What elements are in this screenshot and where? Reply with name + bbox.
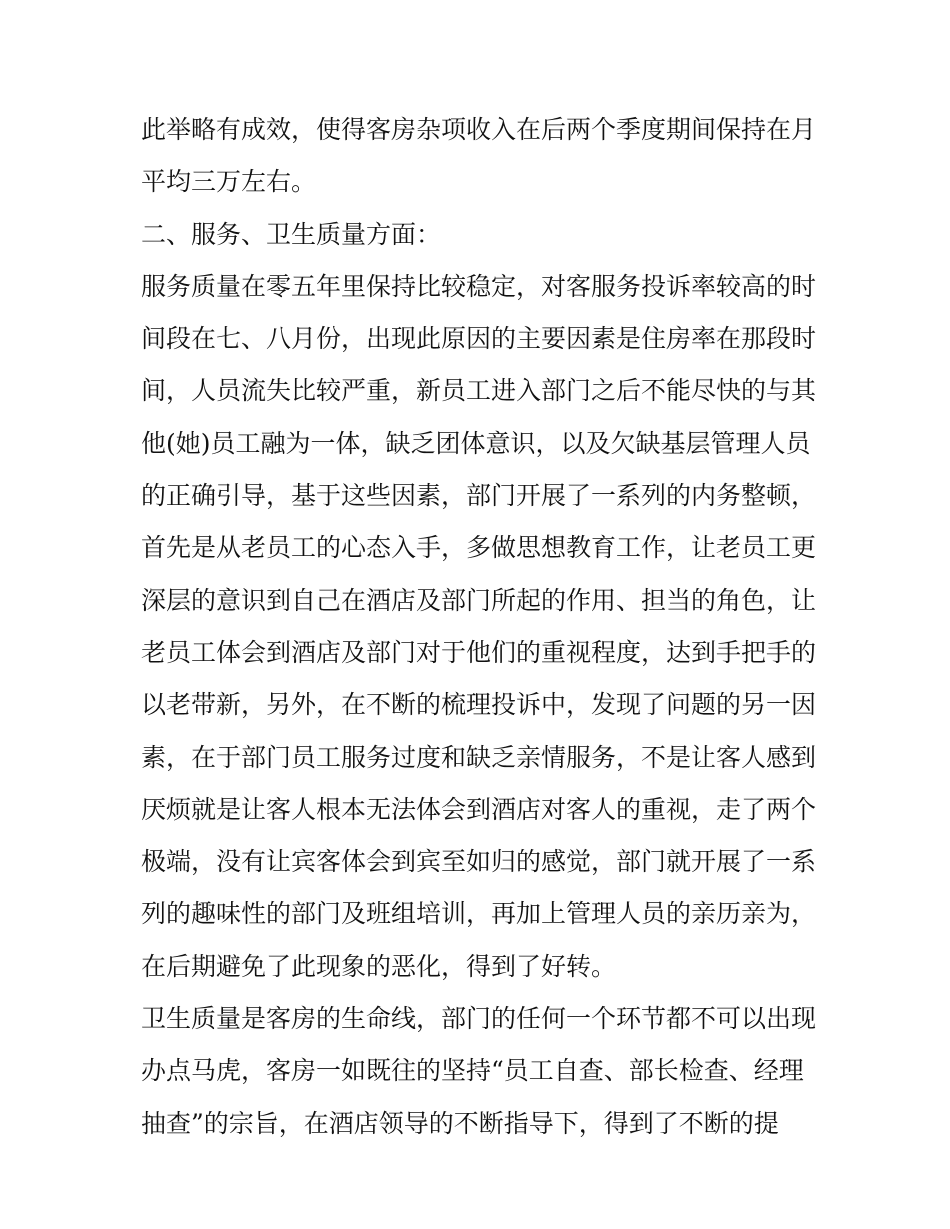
- text-line: 在后期避免了此现象的恶化，得到了好转。: [141, 951, 617, 981]
- text-line: 间，人员流失比较严重，新员工进入部门之后不能尽快的与其: [141, 376, 817, 406]
- document-body: [141, 104, 821, 1150]
- text-line: 首先是从老员工的心态入手，多做思想教育工作，让老员工更: [141, 533, 817, 563]
- text-line: 的正确引导，基于这些因素，部门开展了一系列的内务整顿，: [141, 481, 817, 511]
- text-line: 素，在于部门员工服务过度和缺乏亲情服务，不是让客人感到: [141, 742, 817, 772]
- text-line: 卫生质量是客房的生命线，部门的任何一个环节都不可以出现: [141, 1004, 817, 1034]
- text-line: 抽查”的宗旨，在酒店领导的不断指导下，得到了不断的提: [141, 1108, 779, 1138]
- text-line: 厌烦就是让客人根本无法体会到酒店对客人的重视，走了两个: [141, 794, 817, 824]
- text-line: 他(她)员工融为一体，缺乏团体意识，以及欠缺基层管理人员: [141, 428, 811, 458]
- text-line: 间段在七、八月份，出现此原因的主要因素是住房率在那段时: [141, 324, 817, 354]
- text-line: 以老带新，另外，在不断的梳理投诉中，发现了问题的另一因: [141, 690, 817, 720]
- text-line: 深层的意识到自己在酒店及部门所起的作用、担当的角色，让: [141, 585, 817, 615]
- text-line: 办点马虎，客房一如既往的坚持“员工自查、部长检查、经理: [141, 1056, 804, 1086]
- text-line: 列的趣味性的部门及班组培训，再加上管理人员的亲历亲为，: [141, 899, 817, 929]
- text-line: 极端，没有让宾客体会到宾至如归的感觉，部门就开展了一系: [141, 847, 817, 877]
- text-line: 此举略有成效，使得客房杂项收入在后两个季度期间保持在月: [141, 115, 817, 144]
- text-line: 平均三万左右。: [141, 167, 317, 197]
- section-heading: 二、服务、卫生质量方面：: [141, 219, 442, 249]
- text-line: 老员工体会到酒店及部门对于他们的重视程度，达到手把手的: [141, 637, 817, 667]
- text-line: 服务质量在零五年里保持比较稳定，对客服务投诉率较高的时: [141, 271, 817, 301]
